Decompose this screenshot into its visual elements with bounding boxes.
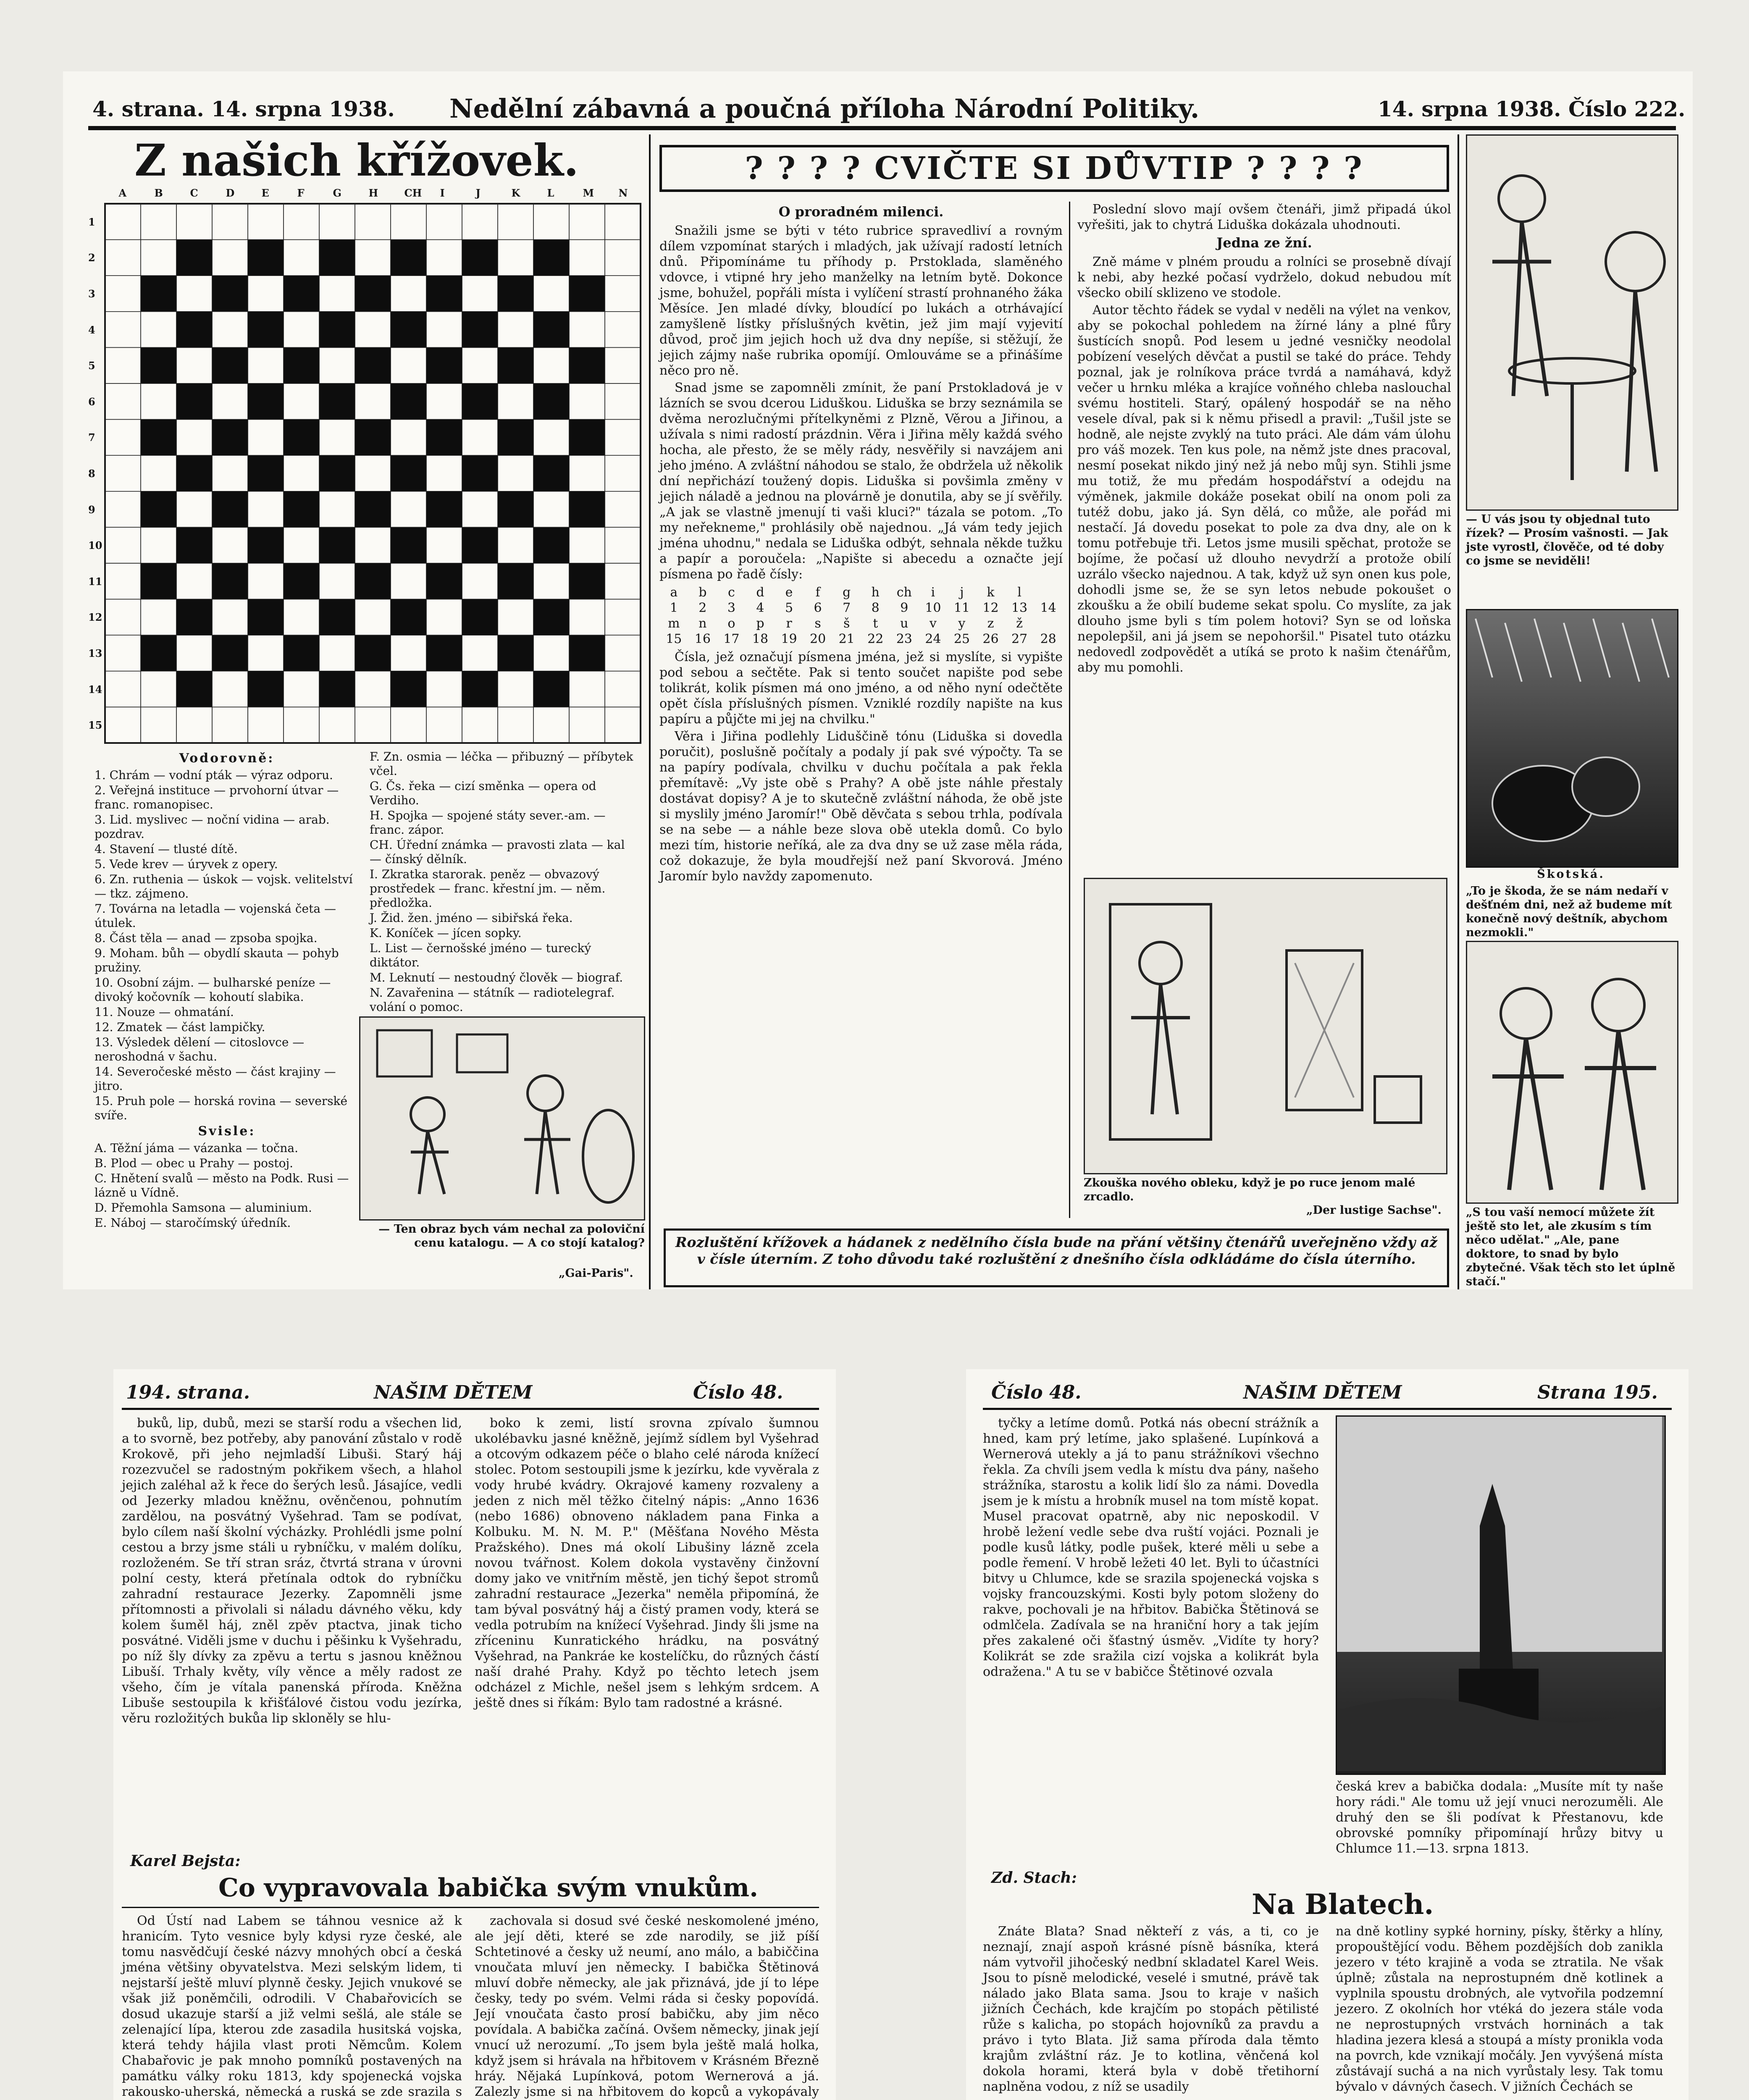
alphabet-cell: e	[785, 585, 793, 600]
col-letter: E	[261, 187, 269, 199]
grid-cell-black	[462, 527, 498, 563]
story1-p1: Snažili jsme se býti v této rubrice spravedliví a rovným dílem vzpomínat starých i mladých, jak užívají radostí letních dnů. Připomínáme tu příhody p. Prstoklada, slaměného vdovce, i vtipné hry jeho manželky na letním bytě. Dokonce jsme, bohužel, popřáli místa i vylíčení strastí prohnaného žáka Měsíce. Jen mladé dívky, bloudící po lukách a otrhávající zamyšleně lístky příslušných květin, jež jim mají vyjevití důvod, proč jim jejich hoch už dva dny nepíše, si stěžují, že jejich zájmy naše rubrika opomíjí. Omlouváme se a přinášíme něco pro ně.	[659, 223, 1063, 378]
grid-cell-black	[248, 599, 284, 635]
alphabet-cell: 13	[1011, 601, 1028, 615]
clue-across: 8. Část těla — anad — zpsoba spojka.	[95, 931, 318, 945]
svisle-list-2	[370, 750, 638, 1014]
alphabet-cell: v	[929, 616, 937, 631]
alphabet-cell: ž	[1016, 616, 1023, 631]
header-center: Nedělní zábavná a poučná příloha Národní Politiky.	[449, 93, 1200, 124]
grid-cell-black	[176, 599, 212, 635]
cartoon-rain-title: Škotská.	[1537, 868, 1605, 881]
alphabet-cell: z	[987, 616, 994, 631]
clue-across: 9. Moham. bůh — obydlí skauta — pohyb pružiny.	[95, 946, 339, 974]
story2-title: Jedna ze žní.	[1216, 235, 1312, 251]
grid-cell-black	[176, 240, 212, 276]
alphabet-cell: j	[960, 585, 964, 600]
grid-cell-black	[248, 671, 284, 707]
grid-cell-black	[462, 455, 498, 491]
divider-vertical-2	[1069, 202, 1070, 1218]
grid-cell-black	[533, 527, 569, 563]
grid-cell-black	[248, 312, 284, 348]
grid-cell-black	[569, 276, 605, 312]
alphabet-cell: 1	[670, 601, 678, 615]
alphabet-cell: c	[728, 585, 735, 600]
grid-cell-black	[498, 420, 533, 456]
alphabet-cell: a	[670, 585, 678, 600]
clue-across: 15. Pruh pole — horská rovina — severské svíře.	[95, 1094, 348, 1122]
bl-header-center: NAŠIM DĚTEM	[374, 1382, 533, 1403]
number-row	[659, 631, 1063, 647]
grid-cell-black	[533, 383, 569, 420]
alphabet-cell: 19	[781, 632, 797, 646]
monument-drawing	[1337, 1417, 1662, 1771]
alphabet-cell: 2	[699, 601, 707, 615]
alphabet-cell: 24	[925, 632, 941, 646]
alphabet-cell: l	[1017, 585, 1022, 600]
br-header-left: Číslo 48.	[991, 1382, 1082, 1403]
alphabet-cell: ch	[896, 585, 912, 600]
story-title-babicka: Co vypravovala babička svým vnukům.	[218, 1873, 759, 1903]
alphabet-cell: y	[958, 616, 966, 631]
alphabet-cell: 14	[1040, 601, 1056, 615]
cartoon-gallery	[359, 1016, 645, 1221]
grid-cell-black	[569, 347, 605, 383]
alphabet-cell: š	[843, 616, 850, 631]
row-number: 11	[88, 575, 102, 588]
grid-cell-black	[462, 240, 498, 276]
grid-cell-black	[426, 635, 462, 671]
grid-cell-black	[498, 491, 533, 528]
bl-col-1: buků, lip, dubů, mezi se starší rodu a všechen lid, a to svorně, bez potřeby, aby panování zůstalo v rodě Krokově, při jeho nejmladší Libuši. Starý háj rozezvučel se radostným pokřikem všech, a hlahol jejich zaléhal až k řece do šerých lesů. Jásajíce, vedli od Jezerky mladou kněžnu, ověnčenou, pohnutím zardělou, na posvátný Vyšehrad. Tam se podívat, bylo cílem naší školní výcházky. Prohlédli jsme polní cestou a brzy jsme stáli u rybníčku, v malém dolíku, rozloženém. Se tří stran sráz, čtvrtá strana v úrovni polní cesty, která přetínala odtok do rybníčku zahradní restaurace Jezerky. Zapomněli jsme přítomnosti a přivolali si náladu dávného věku, kdy kolem šuměl háj, zněl zpěv ptactva, jinak ticho posvátné. Viděli jsme v duchu i pěšinku k Vyšehradu, po níž šly dívky za zpěvu a tertu s jasnou kněžnou Libuší. Trhaly květy, víly věnce a měly radost ze všeho, čím je vítala panenská příroda. Kněžna Libuše sestoupila k křišťálové čistou vodu jezírka, věru rozložitých bukůa lip skloněly se hlu-	[122, 1416, 462, 1726]
clues-left	[95, 750, 359, 1346]
br-header-right: Strana 195.	[1537, 1382, 1658, 1403]
alphabet-cell: 12	[982, 601, 999, 615]
story2-p1: Zně máme v plném proudu a rolníci se prosebně dívají k nebi, aby hezké počasí vydrželo, dokud nebudou mít všecko obilí sklizeno ve stodole.	[1077, 255, 1451, 300]
grid-cell-black	[498, 563, 533, 599]
grid-cell-black	[462, 599, 498, 635]
clue-down: N. Zavařenina — státník — radiotelegraf. volání o pomoc.	[370, 986, 615, 1014]
grid-cell-black	[319, 671, 355, 707]
grid-cell-black	[319, 383, 355, 420]
br-header-center: NAŠIM DĚTEM	[1243, 1382, 1402, 1403]
babicka-col-2: zachovala si dosud své české neskomolené jméno, ale její děti, které se zde narodily, se již píší Schtetinové a česky už neumí, ano málo, a babiččina vnoučata mluví jen německy. I babička Štětinová mluví dobře německy, ale jak přiznává, jde jí to lépe česky, tedy po svém. Velmi ráda si česky popovídá. Její vnoučata často prosí babičku, aby jim něco povídala. A babička začíná. Ovšem německy, jinak její vnucí už nerozumí. „To jsem byla ještě malá holka, když jsem si hrávala na hřbitovem v Krásném Březně hráy. Nějaká Lupínková, potom Wernerová a já. Zalezly jsme si na hřbitovem do kopců a vykopávaly	[475, 1914, 819, 2099]
story1-p4: Věra i Jiřina podlehly Liduščině tónu (Liduška si dovedla poručit), poslušně počítaly a podaly jí pak své výpočty. Ta se na papíry podívala, chvilku v duchu počítala a pak řekla přemítavě: „Vy jste obě s Prahy? A obě jste náhle přestaly dostávat dopisy? A je to skutečně zvláštní náhoda, že obě jste si myslily jméno Jaromír!" Obě děvčata s sebou trhla, podívala se na sebe — a náhle beze slova obě utekla domů. Co bylo mezi tím, historie neříká, ale za dva dny se už zase měla ráda, což dokazuje, že byla moudřejší než paní Skvorová. Jméno Jaromír bylo navždy zapomenuto.	[659, 729, 1063, 884]
grid-cell-black	[284, 347, 319, 383]
grid-cell-black	[212, 276, 248, 312]
alphabet-cell: 15	[666, 632, 682, 646]
row-number: 14	[88, 683, 102, 696]
clue-down: C. Hnětení svalů — město na Podk. Rusi — lázně u Vídně.	[95, 1171, 349, 1200]
grid-cell-black	[498, 635, 533, 671]
grid-cell-black	[533, 671, 569, 707]
blata-col-2: na dně kotliny sypké horniny, písky, štěrky a hlíny, propouštějící vodu. Během pozdějších dob zanikla jezero v této krajině a voda se ztratila. Ne však úplně; zůstala na neprostupném dně kotlinek a vyplnila spoustu drobných, ale vytvořila podzemní jezero. Z okolních hor vtéká do jezera stále voda ne neprostupných vrstvách horninách a tak hladina jezera klesá a stoupá a místy pronikla voda na povrch, kde vznikají močály. Jen vyvýšená místa zůstávají suchá a na nich vyrůstaly lesy. Tak tomu bývalo v dávných časech. V jižních Čechách se	[1336, 1924, 1663, 2094]
grid-cell-black	[284, 276, 319, 312]
grid-cell-black	[355, 276, 391, 312]
story-title-blata: Na Blatech.	[1252, 1888, 1434, 1921]
col-letter: L	[547, 187, 554, 199]
alphabet-cell: 16	[694, 632, 711, 646]
alphabet-cell: d	[756, 585, 764, 600]
clue-across: 7. Továrna na letadla — vojenská četa — útulek.	[95, 902, 336, 930]
alphabet-cell: u	[900, 616, 909, 631]
alphabet-row	[659, 585, 1063, 600]
row-number: 15	[88, 719, 102, 732]
row-number: 5	[88, 360, 95, 372]
cartoon-waiter-caption: — U vás jsou ty objednal tuto řízek? — Prosím vašnosti. — Jak jste vyrostl, člověče, od té doby co jsme se neviděli!	[1466, 513, 1668, 567]
grid-cell-black	[284, 563, 319, 599]
col-letter: H	[368, 187, 378, 199]
divider-vertical-1	[649, 134, 651, 1289]
alphabet-cell: 23	[896, 632, 912, 646]
cartoon-mirror	[1084, 878, 1447, 1174]
grid-cell-black	[212, 347, 248, 383]
svisle-list	[95, 1141, 359, 1230]
clue-down: D. Přemohla Samsona — aluminium.	[95, 1201, 312, 1215]
grid-cell-black	[248, 455, 284, 491]
grid-cell-black	[533, 240, 569, 276]
alphabet-cell: i	[931, 585, 935, 600]
grid-cell-black	[319, 312, 355, 348]
col-letter: A	[118, 187, 127, 199]
rain-drawing	[1467, 610, 1675, 864]
clue-down: A. Těžní jáma — vázanka — točna.	[95, 1141, 299, 1155]
clue-down: E. Náboj — staročímský úředník.	[95, 1216, 291, 1230]
grid-cell-black	[319, 455, 355, 491]
alphabet-table	[659, 585, 1063, 647]
clue-across: 11. Nouze — ohmatání.	[95, 1005, 234, 1019]
br-col-1: tyčky a letíme domů. Potká nás obecní strážník a hned, kam prý letíme, jako splašené. Lupínková a Wernerová utekly a já to panu strážníkovi všechno řekla. Za chvíli jsem vedla k místu dva pány, našeho strážníka, starostu a kolik lidí šlo za námi. Dovedla jsem je k místu a hrobník musel na tom místě kopat. Musel pracovat opatrně, aby nic neposkodil. V hrobě ležení vedle sebe dva ruští vojáci. Poznali je podle kusů látky, podle pušek, které měli u sebe a podle řemení. V hrobě ležeti 40 let. Byli to účastníci bitvy u Chlumce, kde se srazila spojenecká vojska s vojsky francouzskými. Kosti byly potom složeny do rakve, pochovali je na hřbitov. Babička Štětinová se odmlčela. Zadívala se na hraniční hory a tak jejím přes zakalené oči šťastný úsměv. „Vidíte ty hory? Kolikrát se zde sražila cizí vojska a kolikrát byla odražena." A tu se v babičce Štětinové ozvala	[983, 1416, 1319, 1679]
clue-down: K. Koníček — jícen sopky.	[370, 926, 522, 940]
grid-cell-black	[391, 383, 426, 420]
alphabet-cell: k	[987, 585, 995, 600]
cartoon-mirror-source: „Der lustige Sachse".	[1306, 1204, 1442, 1217]
cartoon-doctor	[1466, 941, 1678, 1204]
clue-across: 4. Stavení — tlusté dítě.	[95, 842, 238, 856]
grid-cell-black	[426, 347, 462, 383]
crossword-col-letters	[99, 187, 645, 201]
alphabet-cell: 20	[810, 632, 826, 646]
alphabet-cell: s	[814, 616, 821, 631]
grid-cell-black	[355, 491, 391, 528]
grid-cell-black	[355, 347, 391, 383]
alphabet-cell: f	[815, 585, 820, 600]
author-stach: Zd. Stach:	[991, 1869, 1077, 1887]
alphabet-cell: 21	[838, 632, 855, 646]
alphabet-cell: 4	[756, 601, 764, 615]
babicka-col-1: Od Ústí nad Labem se táhnou vesnice až k hranicím. Tyto vesnice byly kdysi ryze české, ale tomu nasvědčují české názvy mnohých obcí a česká jména většiny obyvatelstva. Mezi selským lidem, ti nejstarší ještě mluví plynně česky. Jejich vnukové se však již poněmčili, odrodili. V Chabařovicích se dosud ukazuje starší a již velmi sešlá, ale stále se zelenající lípa, kterou zde zasadila husitská vojska, která tehdy hájila vlast proti Němcům. Kolem Chabařovic je pak mnoho pomníků postavených na památku války roku 1813, kdy spojenecká vojska rakousko-uherská, německá a ruská se zde srazila s	[122, 1914, 462, 2099]
alphabet-cell: 27	[1011, 632, 1028, 646]
story1-p2: Snad jsme se zapomněli zmínit, že paní Prstokladová je v lázních se svou dcerou Liduškou. Liduška se brzy seznámila se dvěma nerozlučnými přítelkyněmi z Plzně, Věrou a Jiřinou, a užívala s nimi radostí prázdnin. Věra i Jiřina měly každá svého hocha, ale přesto, že se měly rády, nesvěřily si navzájem ani jeho jméno. A zvláštní náhodou se stalo, že obdržela už několik dní nepřichází toužený dopis. Liduška si povšimla změny v jejich náladě a jednou na plovárně je donutila, aby se jí svěřily. „A jak se vlastně jmenují ti vaši kluci?" tázala se potom. „To my neřekneme," prohlásily obě najednou. „Já vám tedy jejich jména uhodnu," nedala se Liduška odbýt, sehnala někde tužku a papír a poroučela: „Napište si abecedu a označte její písmena po řadě čísly:	[659, 381, 1063, 582]
story1-title: O proradném milenci.	[778, 204, 944, 220]
grid-cell-black	[212, 491, 248, 528]
cartoon-gallery-caption: — Ten obraz bych vám nechal za poloviční cenu katalogu. — A co stojí katalog?	[378, 1223, 645, 1250]
alphabet-cell: 22	[867, 632, 884, 646]
clue-down: I. Zkratka starorak. peněz — obvazový prostředek — franc. křestní jm. — něm. předložka.	[370, 867, 606, 910]
grid-cell-black	[533, 312, 569, 348]
bl-header-left: 194. strana.	[126, 1382, 250, 1403]
bottom-left-page	[113, 1369, 836, 2100]
grid-cell-black	[212, 563, 248, 599]
clue-down: B. Plod — obec u Prahy — postoj.	[95, 1156, 294, 1170]
alphabet-cell: m	[668, 616, 680, 631]
grid-cell-black	[355, 563, 391, 599]
grid-cell-black	[141, 491, 176, 528]
grid-cell-black	[176, 383, 212, 420]
clue-down: J. Žid. žen. jméno — sibiřská řeka.	[370, 911, 573, 925]
cartoon-rain	[1466, 609, 1678, 868]
alphabet-cell: t	[873, 616, 878, 631]
row-number: 9	[88, 503, 95, 516]
puzzle-title-box	[659, 145, 1449, 192]
crossword-grid	[105, 204, 641, 743]
grid-cell-black	[462, 312, 498, 348]
top-page	[63, 71, 1693, 1289]
grid-cell-black	[426, 563, 462, 599]
grid-cell-black	[569, 635, 605, 671]
br-header-rule	[983, 1408, 1672, 1410]
col-letter: B	[154, 187, 163, 199]
col-letter: K	[511, 187, 520, 199]
col-letter: D	[226, 187, 235, 199]
svisle-heading: Svisle:	[198, 1124, 256, 1139]
grid-cell-black	[533, 455, 569, 491]
grid-cell-black	[569, 491, 605, 528]
grid-cell-black	[426, 491, 462, 528]
bl-header-right: Číslo 48.	[693, 1382, 783, 1403]
grid-cell-black	[355, 635, 391, 671]
grid-cell-black	[462, 383, 498, 420]
alphabet-cell: h	[871, 585, 880, 600]
bl-title-rule	[122, 1907, 819, 1908]
grid-cell-black	[248, 527, 284, 563]
grid-cell-black	[569, 420, 605, 456]
story1-p5: Poslední slovo mají ovšem čtenáři, jimž připadá úkol vyřešiti, jak to chytrá Liduška dokázala uhodnouti.	[1077, 202, 1451, 232]
alphabet-cell: 6	[814, 601, 822, 615]
grid-cell-black	[212, 635, 248, 671]
solutions-notice: Rozluštění křížovek a hádanek z nedělního čísla bude na přání většiny čtenářů uveřejněno vždy až v čísle úterním. Z toho důvodu také rozluštění z dnešního čísla odkládáme do čísla úterního.	[664, 1228, 1449, 1287]
row-number: 8	[88, 467, 95, 480]
alphabet-cell: 11	[953, 601, 970, 615]
story1-p3: Čísla, jež označují písmena jména, jež si myslíte, si vypište pod sebou a sečtěte. Pak si tento součet napište pod sebe tolikrát, kolik písmen má ono jméno, a od něho nyní odečtěte opět čísla příslušných písmen. Vzniklé rozdíly napište na kus papíru a půjčte mi jej na chvilku."	[659, 650, 1063, 727]
alphabet-cell: b	[699, 585, 707, 600]
blata-col-1: Znáte Blata? Snad někteří z vás, a ti, co je neznají, znají aspoň krásné písně básníka, která nám vytvořil jihočeský nedbní skladatel Karel Weis. Jsou to písně melodické, veselé i smutné, právě tak nálado jako Blata sama. Jsou to kraje v našich jižních Čechách, kde krajčím po stopách pětilisté růže s kalicha, po stopách hojovníků za pravdu a právo i tyto Blata. Již sama příroda dala těmto krajům zvláštní ráz. Je to kotlina, věnčená kol dokola horami, která byla v době třetihorní naplněna vodou, z níž se usadily	[983, 1924, 1319, 2094]
row-number: 12	[88, 611, 102, 624]
clue-down: F. Zn. osmia — léčka — přibuzný — příbytek včel.	[370, 750, 633, 778]
grid-cell-black	[141, 635, 176, 671]
grid-cell-black	[319, 599, 355, 635]
header-right: 14. srpna 1938. Číslo 222.	[1378, 97, 1686, 121]
alphabet-cell: 28	[1040, 632, 1056, 646]
story2-p2: Autor těchto řádek se vydal v neděli na výlet na venkov, aby se pokochal pohledem na žírné lány a plné fůry šustících snopů. Pod lesem u jedné vesničky neodolal pobízení veselých děvčat a pustil se také do práce. Tehdy poznal, jak je rolníkova práce tvrdá a namáhavá, když večer u hrnku mléka a krajíce voňného chleba naslouchal svému hostiteli. Starý, opálený hospodář se na něho vesele díval, pak si k němu přisedl a pravil: „Tušil jste se hodně, ale nejste zvyklý na tuto práci. Ale dám vám úlohu pro váš mozek. Ten kus pole, na němž jste dnes pracoval, nesmí posekat nikdo jiný než já nebo můj syn. Stihli jsme mu totiž, že mu předám hospodářství a odejdu na výměnek, jakmile dokáže posekat obilí na onom poli za tutéž dobu, jako já. Syn dělá, co může, ale pořád mi nestačí. Já dovedu posekat to pole za dva dny, ale on k tomu potřebuje tři. Letos jsme musili spěchat, protože se bojíme, že počasí už dlouho nevydrží a protože obilí uzrálo všecko najednou. A tak, když už syn onen kus pole, dohodli jsme se, že se syn letos nebude pokoušet o zkoušku a že obilí budeme sekat spolu. Co myslíte, za jak dlouho jsme byli s tím polem hotovi? Syn se od loňska nepolepšil, ani já jsem se nepohoršil." Pisatel tuto otázku nedovedl zodpovědět a utíká se proto k našim čtenářům, aby mu pomohli.	[1077, 303, 1451, 675]
puzzle-col-1	[659, 202, 1063, 1231]
grid-cell-black	[176, 527, 212, 563]
clue-across: 2. Veřejná instituce — prvohorní útvar — franc. romanopisec.	[95, 783, 339, 811]
clue-across: 6. Zn. ruthenia — úskok — vojsk. velitelství — tkz. zájmeno.	[95, 872, 353, 900]
grid-cell-black	[141, 347, 176, 383]
col-letter: C	[190, 187, 198, 199]
col-letter: N	[618, 187, 628, 199]
grid-cell-black	[462, 671, 498, 707]
bl-col-2: boko k zemi, listí srovna zpívalo šumnou ukolébavku jasné kněžně, jejímž sídlem byl Vyšehrad a otcovým odkazem péče o blaho celé národa knížecí stolec. Potom sestoupili jsme k jezírku, kde vyvěrala z vody hrubé kvádry. Okrajové kameny rozvaleny a jeden z nich měl těžko čitelný nápis: „Anno 1636 (nebo 1686) obnoveno nákladem pana Finka a Kolbuku. M. N. M. P." (Měšťana Nového Města Pražského). Dnes má okolí Libušiny lázně zcela novou tvářnost. Kolem dokola vystavěny činžovní domy jako ve vnitřním městě, jen tichý šepot stromů zahradní restaurace „Jezerka" neměla připomíná, že tam býval posvátný háj a čistý pramen vody, která se vedla potrubím na knížecí Vyšehrad. Jindy šli jsme na zříceninu Kunratického hrádku, na posvátný Vyšehrad, na Pankráe ke kostelíčku, do různých částí naší drahé Prahy. Když po těchto letech jsem odcházel z Michle, nešel jsem s lehkým srdcem. A ještě dnes si říkám: Bylo tam radostné a krásné.	[475, 1416, 819, 1710]
grid-cell-black	[391, 527, 426, 563]
cartoon-gallery-source: „Gai-Paris".	[559, 1267, 633, 1280]
grid-cell-black	[284, 491, 319, 528]
alphabet-cell: p	[756, 616, 764, 631]
row-number: 3	[88, 288, 95, 300]
grid-cell-black	[391, 599, 426, 635]
col-letter: I	[440, 187, 445, 199]
col-letter: M	[583, 187, 594, 199]
alphabet-cell: n	[699, 616, 707, 631]
alphabet-cell: 25	[953, 632, 970, 646]
grid-cell-black	[426, 420, 462, 456]
grid-cell-black	[248, 240, 284, 276]
alphabet-row	[659, 616, 1063, 631]
grid-cell-black	[284, 635, 319, 671]
header-rule	[88, 126, 1676, 130]
number-row	[659, 600, 1063, 616]
waiter-drawing	[1467, 136, 1675, 507]
header-left: 4. strana. 14. srpna 1938.	[92, 97, 395, 121]
grid-cell-black	[319, 527, 355, 563]
alphabet-cell: r	[786, 616, 792, 631]
photo-monument	[1336, 1415, 1666, 1775]
grid-cell-black	[176, 312, 212, 348]
alphabet-cell: 26	[982, 632, 999, 646]
cartoon-doctor-caption: „S tou vaší nemocí můžete žít ještě sto let, ale zkusím s tím něco udělat." „Ale, pane doktore, to snad by bylo zbytečné. Však těch sto let úplně stačí."	[1466, 1206, 1675, 1288]
grid-cell-black	[391, 671, 426, 707]
alphabet-cell: 9	[900, 601, 909, 615]
grid-cell-black	[141, 420, 176, 456]
row-number: 7	[88, 431, 95, 444]
grid-cell-black	[212, 420, 248, 456]
grid-cell-black	[141, 276, 176, 312]
grid-cell-black	[391, 240, 426, 276]
cartoon-waiter	[1466, 134, 1678, 511]
clue-down: CH. Úřední známka — pravosti zlata — kal — čínský dělník.	[370, 838, 625, 866]
clue-across: 13. Výsledek dělení — citoslovce — neroshodná v šachu.	[95, 1035, 305, 1063]
grid-cell-black	[284, 420, 319, 456]
clue-down: G. Čs. řeka — cizí směnka — opera od Verdiho.	[370, 779, 596, 807]
alphabet-cell: 10	[925, 601, 941, 615]
mirror-drawing	[1085, 879, 1444, 1171]
divider-vertical-3	[1458, 134, 1459, 1289]
clue-across: 14. Severočeské město — část krajiny — jitro.	[95, 1065, 336, 1093]
grid-cell-black	[176, 671, 212, 707]
grid-cell-black	[498, 276, 533, 312]
bl-header-rule	[122, 1408, 819, 1410]
clue-down: M. Leknutí — nestoudný člověk — biograf.	[370, 971, 623, 984]
alphabet-cell: 8	[871, 601, 880, 615]
photo-monument-caption: česká krev a babička dodala: „Musíte mít ty naše hory rádi." Ale tomu už její vnuci nerozuměli. Ale druhý den se šli podívat k Přestanovu, kde obrovské pomníky připomínají hrůzy bitvy u Chlumce 11.—13. srpna 1813.	[1336, 1779, 1663, 1856]
cartoon-rain-caption: „To je škoda, že se nám nedaří v dešťném dni, než až budeme mít konečně nový deštník, abychom nezmokli."	[1466, 885, 1672, 939]
col-letter: J	[475, 187, 481, 199]
alphabet-cell: o	[727, 616, 735, 631]
col-letter: G	[333, 187, 341, 199]
grid-cell-black	[391, 455, 426, 491]
clue-across: 10. Osobní zájm. — bulharské peníze — divoký kočovník — kohoutí slabika.	[95, 976, 331, 1004]
cartoon-mirror-caption: Zkouška nového obleku, když je po ruce jenom malé zrcadlo.	[1084, 1176, 1415, 1203]
alphabet-cell: 7	[843, 601, 851, 615]
grid-cell-black	[426, 276, 462, 312]
grid-cell-black	[569, 563, 605, 599]
row-number: 1	[88, 215, 95, 228]
vodorovne-list	[95, 768, 359, 1123]
clue-down: H. Spojka — spojené státy sever.-am. — franc. zápor.	[370, 808, 606, 837]
clue-across: 5. Vede krev — úryvek z opery.	[95, 857, 278, 871]
vodorovne-heading: Vodorovně:	[179, 751, 275, 766]
crossword-title: Z našich křížovek.	[134, 134, 579, 186]
grid-cell-black	[391, 312, 426, 348]
author-bejsta: Karel Bejsta:	[130, 1852, 241, 1870]
row-number: 2	[88, 252, 95, 264]
col-letter: F	[297, 187, 305, 199]
alphabet-cell: 17	[723, 632, 740, 646]
clue-across: 12. Zmatek — část lampičky.	[95, 1020, 265, 1034]
gallery-drawing	[360, 1018, 641, 1217]
grid-cell-black	[355, 420, 391, 456]
grid-cell-black	[141, 563, 176, 599]
grid-cell-black	[498, 347, 533, 383]
bottom-right-page	[966, 1369, 1689, 2100]
doctor-drawing	[1467, 942, 1675, 1200]
grid-cell-black	[533, 599, 569, 635]
alphabet-cell: 5	[785, 601, 793, 615]
row-number: 6	[88, 395, 95, 408]
col-letter: CH	[404, 187, 422, 199]
puzzle-col-2	[1077, 202, 1451, 924]
crossword-row-numbers	[88, 204, 105, 746]
alphabet-cell: 3	[727, 601, 735, 615]
clue-down: L. List — černošské jméno — turecký diktátor.	[370, 941, 591, 969]
alphabet-cell: 18	[752, 632, 769, 646]
row-number: 10	[88, 539, 102, 552]
row-number: 13	[88, 647, 102, 659]
grid-cell-black	[248, 383, 284, 420]
row-number: 4	[88, 323, 95, 336]
grid-cell-black	[319, 240, 355, 276]
puzzle-title: ? ? ? ? CVIČTE SI DŮVTIP ? ? ? ?	[745, 150, 1364, 186]
grid-cell-black	[176, 455, 212, 491]
clue-across: 3. Lid. myslivec — noční vidina — arab. pozdrav.	[95, 813, 330, 841]
clue-across: 1. Chrám — vodní pták — výraz odporu.	[95, 768, 333, 782]
alphabet-cell: g	[843, 585, 851, 600]
